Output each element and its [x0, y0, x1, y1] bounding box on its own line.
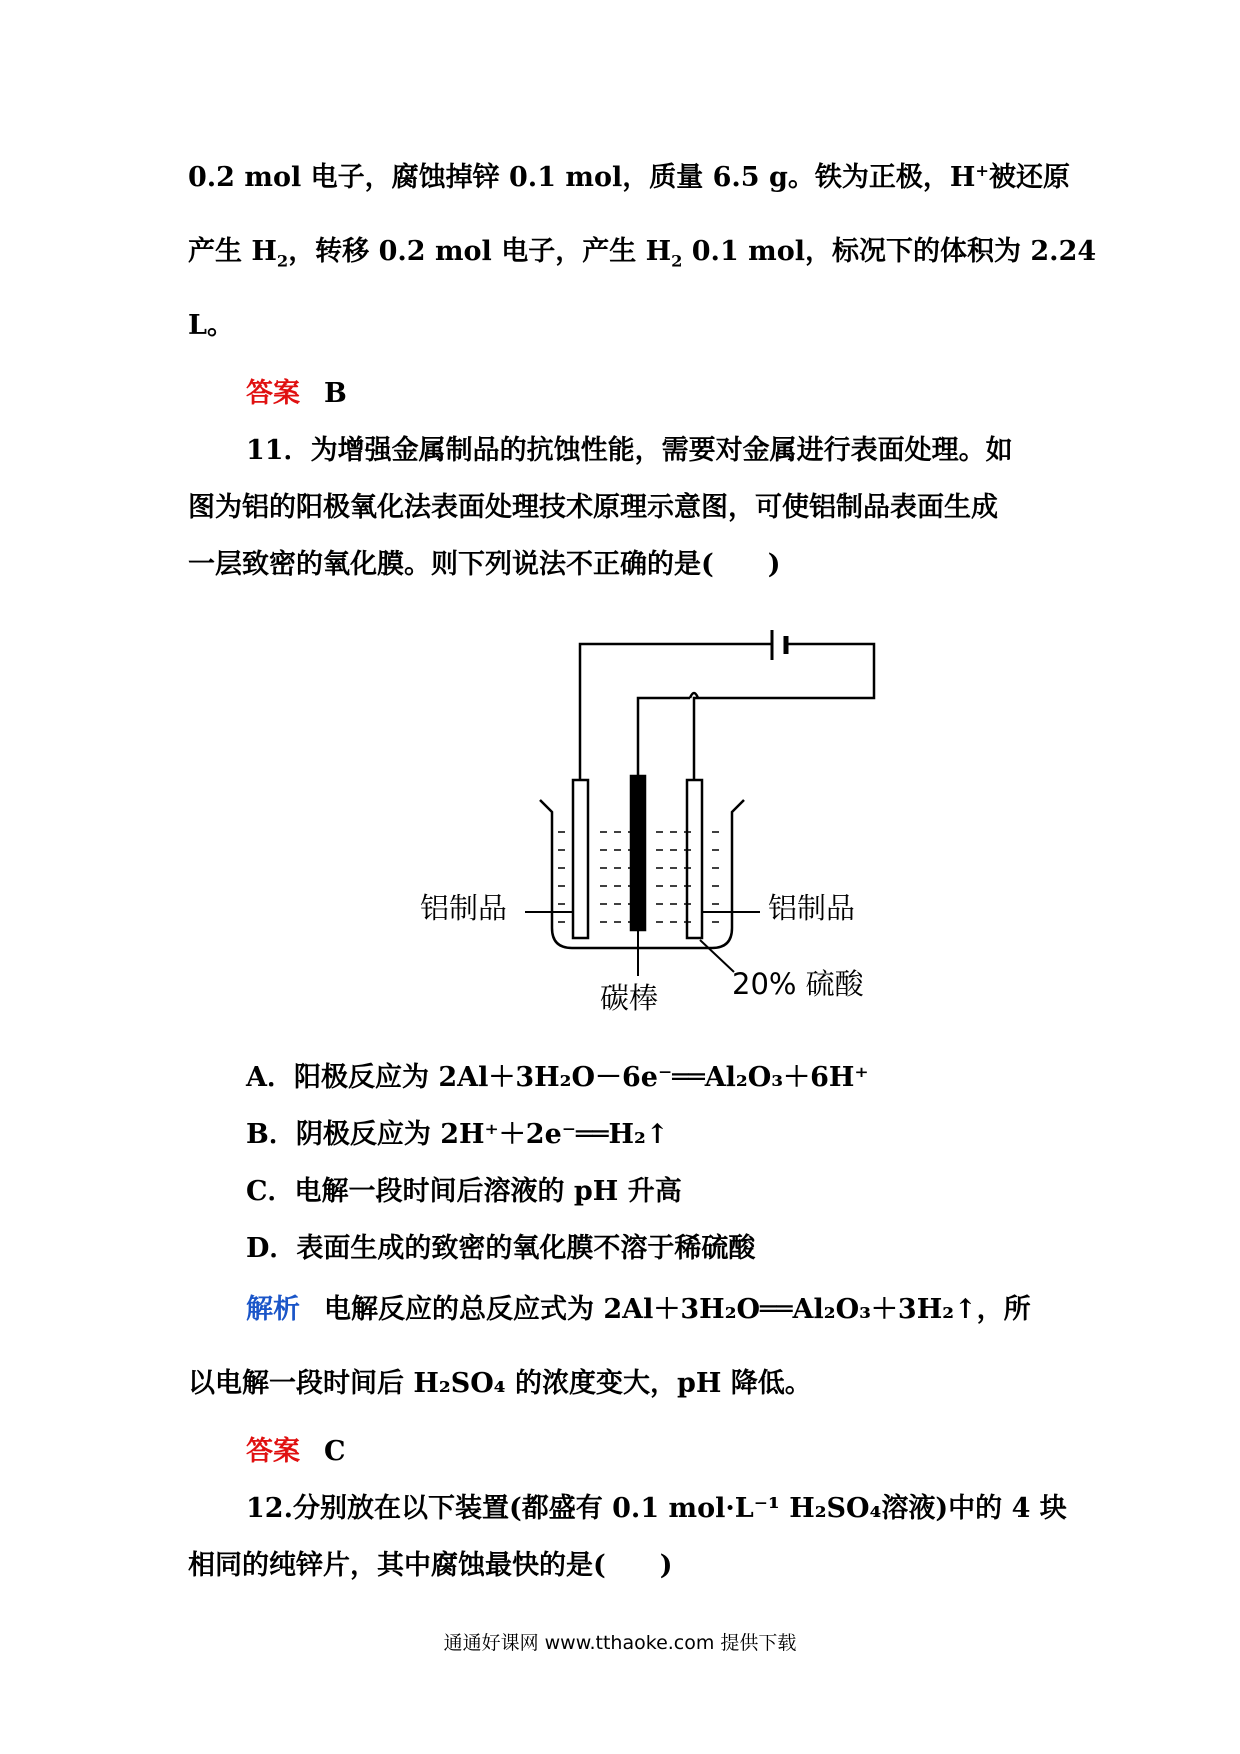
option-c-text: 电解一段时间后溶液的 pH 升高	[294, 1176, 682, 1207]
label-sulfuric-acid: 20% 硫酸	[732, 967, 864, 1001]
answer-11	[246, 1438, 346, 1465]
answer-value: C	[324, 1436, 346, 1467]
q11-line-2: 图为铝的阳极氧化法表面处理技术原理示意图，可使铝制品表面生成	[188, 492, 998, 523]
q12-line-2: 相同的纯锌片，其中腐蚀最快的是( )	[188, 1550, 673, 1581]
q11-line-1: 11．为增强金属制品的抗蚀性能，需要对金属进行表面处理。如	[246, 435, 1013, 466]
option-c-letter: C．	[246, 1176, 295, 1207]
q11-line-3: 一层致密的氧化膜。则下列说法不正确的是( )	[188, 549, 781, 580]
option-d	[246, 1235, 755, 1262]
left-electrode	[573, 780, 588, 938]
option-d-letter: D．	[246, 1233, 297, 1264]
prev-solution-line-1: 0.2 mol 电子，腐蚀掉锌 0.1 mol，质量 6.5 g。铁为正极，H+被还原	[188, 161, 1070, 193]
option-d-text: 表面生成的致密的氧化膜不溶于稀硫酸	[296, 1233, 756, 1264]
analysis-11-line-1	[246, 1296, 1031, 1323]
leader-acid	[700, 940, 734, 972]
prev-solution-line-3: L。	[188, 310, 234, 341]
prev-solution-line-2: 产生 $H_2$，转移 0.2 mol 电子，产生 $H_2$ 0.1 mol，标况下的体积为 2.24	[188, 236, 1097, 271]
answer-value: B	[324, 378, 347, 409]
option-b-letter: B．	[246, 1119, 296, 1150]
analysis-11-line-2: 以电解一段时间后 H₂SO₄ 的浓度变大，pH 降低。	[188, 1368, 812, 1399]
option-a	[246, 1064, 869, 1091]
label-left-aluminum: 铝制品	[420, 891, 508, 925]
analysis-label: 解析	[246, 1294, 300, 1325]
carbon-rod	[631, 776, 645, 930]
option-a-letter: A．	[246, 1062, 294, 1093]
option-a-text: 阳极反应为 2Al＋3H₂O－6e⁻══Al₂O₃＋6H⁺	[293, 1062, 869, 1093]
answer-label: 答案	[246, 1436, 300, 1467]
q12-line-1: 12.分别放在以下装置(都盛有 0.1 mol·L⁻¹ H₂SO₄溶液)中的 4 块	[246, 1493, 1067, 1524]
answer-label: 答案	[246, 378, 300, 409]
wire-rod	[638, 698, 690, 780]
right-electrode	[687, 780, 702, 938]
label-carbon-rod: 碳棒	[600, 981, 659, 1015]
analysis-text-1: 电解反应的总反应式为 2Al＋3H₂O══Al₂O₃＋3H₂↑，所	[324, 1294, 1031, 1325]
option-b-text: 阴极反应为 2H⁺＋2e⁻══H₂↑	[295, 1119, 669, 1150]
option-b	[246, 1121, 668, 1148]
label-right-aluminum: 铝制品	[768, 891, 856, 925]
footer-credit: 通通好课网 www.tthaoke.com 提供下载	[443, 1632, 797, 1654]
wire-right	[694, 644, 874, 780]
wire-left	[580, 644, 772, 780]
option-c	[246, 1178, 682, 1205]
